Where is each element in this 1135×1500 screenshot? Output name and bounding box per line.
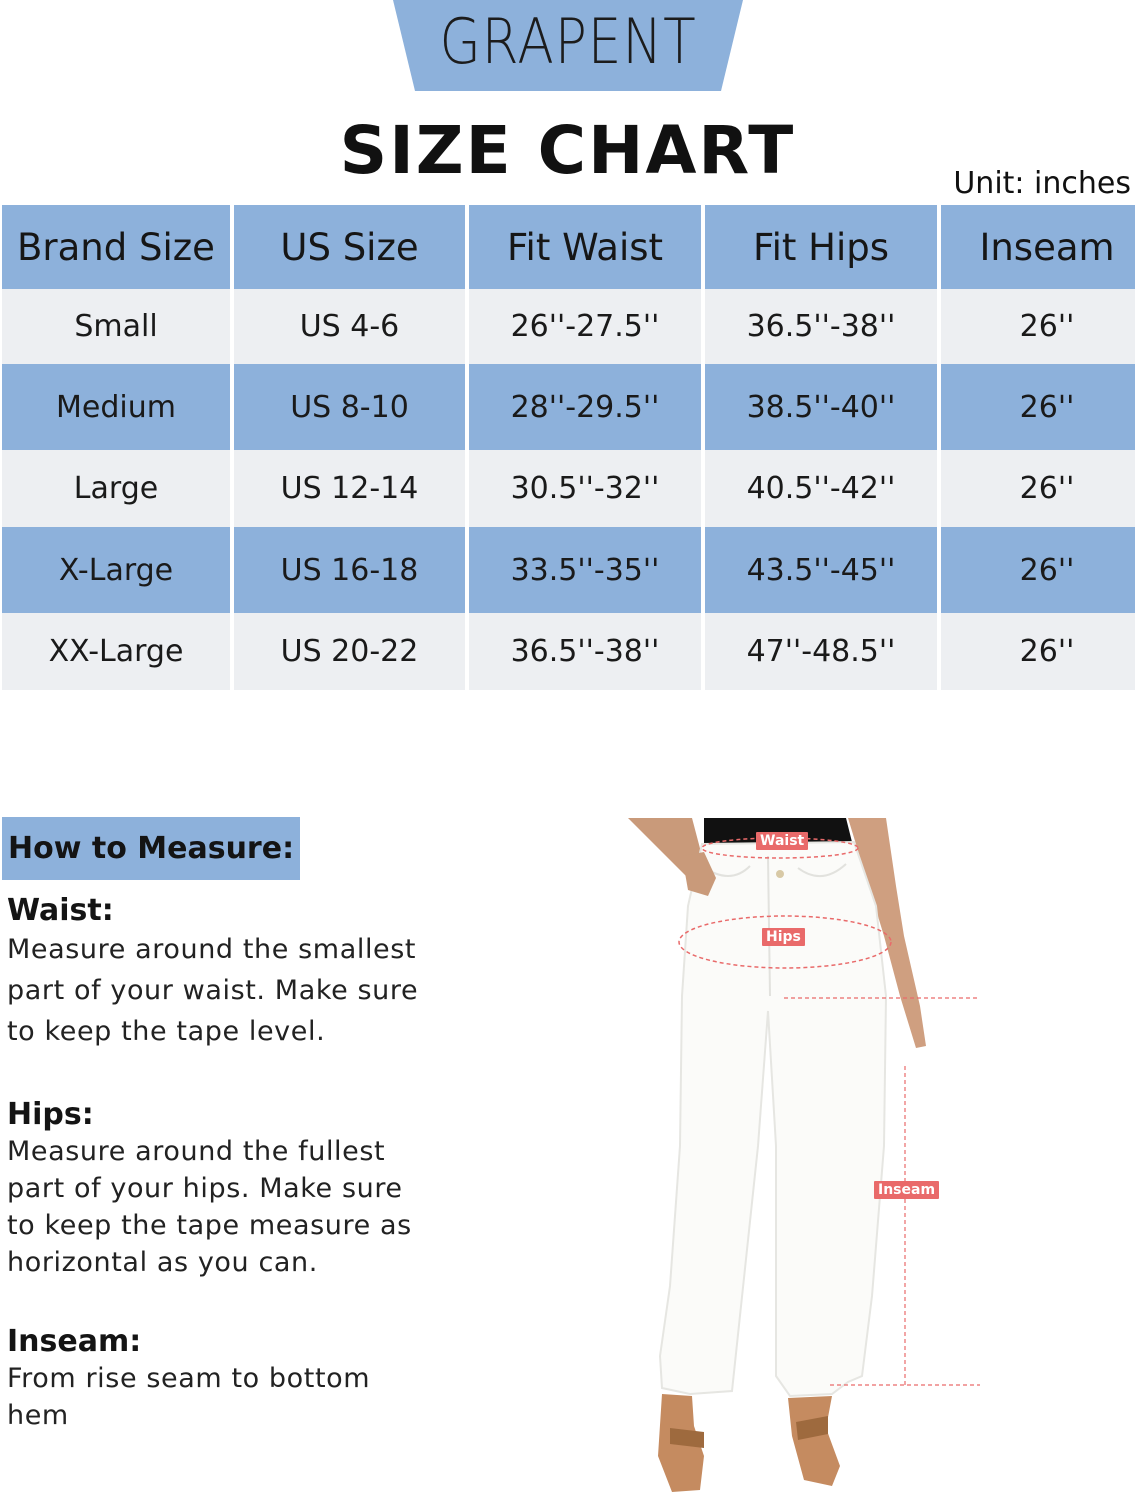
table-row — [2, 364, 1135, 450]
model-jeans-icon — [600, 816, 1000, 1500]
hips-tag: Hips — [762, 928, 805, 946]
hips-title: Hips: — [7, 1097, 94, 1132]
cell-us-size: US 8-10 — [234, 364, 465, 450]
table-row — [2, 450, 1135, 527]
cell-fit-hips: 43.5''-45'' — [705, 527, 937, 613]
cell-fit-waist: 28''-29.5'' — [469, 364, 701, 450]
model-jeans-figure — [600, 816, 1000, 1500]
cell-brand-size: Large — [2, 450, 230, 527]
inseam-text-line: From rise seam to bottom — [7, 1363, 371, 1394]
table-row — [2, 527, 1135, 613]
waist-instructions — [7, 893, 437, 1052]
hips-text-line: Measure around the fullest — [7, 1136, 386, 1167]
unit-label: Unit: inches — [953, 166, 1131, 201]
cell-brand-size: Medium — [2, 364, 230, 450]
column-header-inseam: Inseam — [941, 205, 1135, 289]
size-chart-table — [0, 205, 1135, 690]
cell-us-size: US 4-6 — [234, 289, 465, 364]
page-title: SIZE CHART — [339, 112, 796, 189]
hips-text-line: horizontal as you can. — [7, 1247, 318, 1278]
cell-brand-size: Small — [2, 289, 230, 364]
waist-text-line: part of your waist. Make sure — [7, 975, 419, 1006]
inseam-tag: Inseam — [874, 1181, 939, 1199]
cell-inseam: 26'' — [941, 527, 1135, 613]
cell-us-size: US 20-22 — [234, 613, 465, 690]
cell-brand-size: X-Large — [2, 527, 230, 613]
waist-title: Waist: — [7, 893, 114, 928]
cell-fit-waist: 30.5''-32'' — [469, 450, 701, 527]
inseam-instructions — [7, 1324, 437, 1434]
cell-fit-waist: 26''-27.5'' — [469, 289, 701, 364]
table-row — [2, 289, 1135, 364]
cell-inseam: 26'' — [941, 364, 1135, 450]
brand-logo: GRAPENT — [439, 5, 697, 78]
hips-text-line: to keep the tape measure as — [7, 1210, 412, 1241]
waist-tag: Waist — [756, 832, 808, 850]
cell-fit-waist: 36.5''-38'' — [469, 613, 701, 690]
cell-us-size: US 12-14 — [234, 450, 465, 527]
waist-text-line: to keep the tape level. — [7, 1016, 326, 1047]
table-header-row — [2, 205, 1135, 289]
cell-fit-waist: 33.5''-35'' — [469, 527, 701, 613]
cell-fit-hips: 40.5''-42'' — [705, 450, 937, 527]
cell-inseam: 26'' — [941, 613, 1135, 690]
brand-banner — [393, 0, 743, 91]
how-to-measure-heading: How to Measure: — [2, 817, 300, 880]
cell-inseam: 26'' — [941, 450, 1135, 527]
cell-fit-hips: 38.5''-40'' — [705, 364, 937, 450]
inseam-text-line: hem — [7, 1400, 69, 1431]
table-row — [2, 613, 1135, 690]
inseam-title: Inseam: — [7, 1324, 142, 1359]
cell-inseam: 26'' — [941, 289, 1135, 364]
waist-text-line: Measure around the smallest — [7, 934, 417, 965]
hips-text-line: part of your hips. Make sure — [7, 1173, 403, 1204]
hips-instructions — [7, 1097, 437, 1281]
cell-brand-size: XX-Large — [2, 613, 230, 690]
column-header-us-size: US Size — [234, 205, 465, 289]
cell-us-size: US 16-18 — [234, 527, 465, 613]
cell-fit-hips: 47''-48.5'' — [705, 613, 937, 690]
cell-fit-hips: 36.5''-38'' — [705, 289, 937, 364]
column-header-fit-hips: Fit Hips — [705, 205, 937, 289]
column-header-brand-size: Brand Size — [2, 205, 230, 289]
column-header-fit-waist: Fit Waist — [469, 205, 701, 289]
